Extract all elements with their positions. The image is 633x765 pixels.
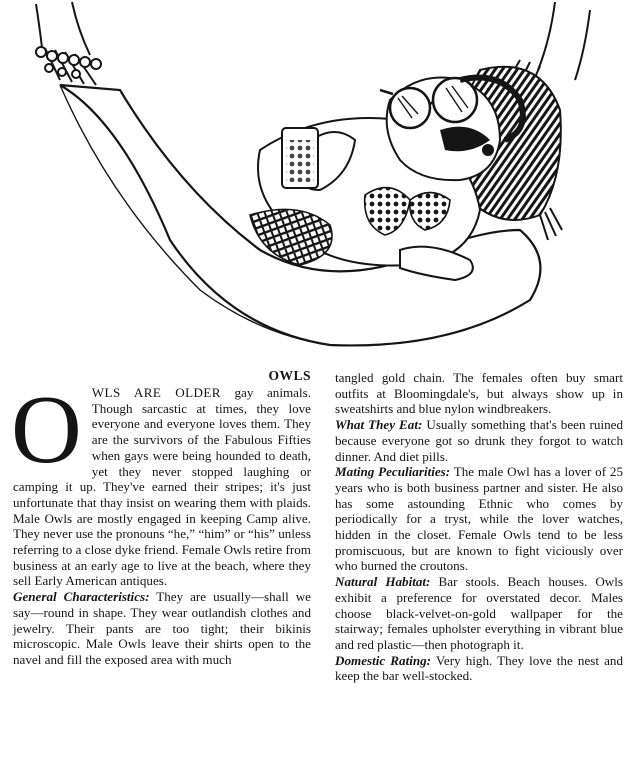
- intro-text: gay animals. Though sarcastic at times, they love everyone and everyone loves them. They are the survivors of the Fabulous Fifties when gays were being hounded to death, yet they never stopped laughing or camping it up. They've earned their stripes; it's just unfortunate that thay insist on wearing them with plaids. Male Owls are mostly engaged in keeping Camp alive. They never use the pronouns “he,” “him” or “his” unless referring to a close dyke friend. Female Owls retire from business at an early age to live at the beach, where they sell Early American antiques.: [13, 385, 311, 589]
- earring-icon: [482, 144, 494, 156]
- section-label: Mating Peculiarities:: [335, 464, 451, 480]
- section-label: General Characteristics:: [13, 589, 150, 605]
- section-mating-peculiarities: [335, 464, 623, 574]
- section-text: Bar stools. Beach houses. Owls exhibit a preference for overstated decor. Males choose black-velvet-on-gold wallpaper for the stairway; females upholster everything in vibrant blue and red plastic—then photograph it.: [335, 574, 623, 652]
- section-label: What They Eat:: [335, 417, 423, 433]
- section-text: The male Owl has a lover of 25 years who is both business partner and sister. He also has some astounding Ethnic who comes by periodically for a tryst, while the lover watches, hidden in the closet. Female Owls tend to be less promiscuous, but are known to fight viciously over who burned the croutons.: [335, 464, 623, 574]
- section-continued: [335, 370, 623, 417]
- section-text: They are usually—shall we say—round in shape. They wear outlandish clothes and jewelry. Their pants are too tight; their bikinis microscopic. Male Owls leave their shirts open to the navel and fill the exposed area with much: [13, 589, 311, 667]
- drop-cap-letter: O: [11, 376, 82, 484]
- section-text: tangled gold chain. The females often buy smart outfits at Bloomingdale's, but always show up in sweatshirts and blue nylon windbreakers.: [335, 370, 623, 417]
- section-general-characteristics: [13, 589, 311, 668]
- owl-in-hammock-illustration: [0, 0, 633, 360]
- article-heading: OWLS: [268, 368, 311, 383]
- section-text: Usually something that's been ruined because everyone got so drunk they forgot to watch dinner. And diet pills.: [335, 417, 623, 464]
- intro-smallcaps: WLS ARE OLDER: [91, 385, 221, 400]
- drink-glass-icon: [282, 128, 318, 188]
- section-label: Natural Habitat:: [335, 574, 431, 590]
- article-column-left: [13, 368, 311, 668]
- section-domestic-rating: [335, 653, 623, 684]
- section-natural-habitat: [335, 574, 623, 653]
- section-label: Domestic Rating:: [335, 652, 432, 668]
- article-column-right: [335, 370, 623, 684]
- section-text: Very high. They love the nest and keep the bar well-stocked.: [335, 652, 623, 684]
- section-what-they-eat: [335, 417, 623, 464]
- article-intro: [11, 376, 311, 589]
